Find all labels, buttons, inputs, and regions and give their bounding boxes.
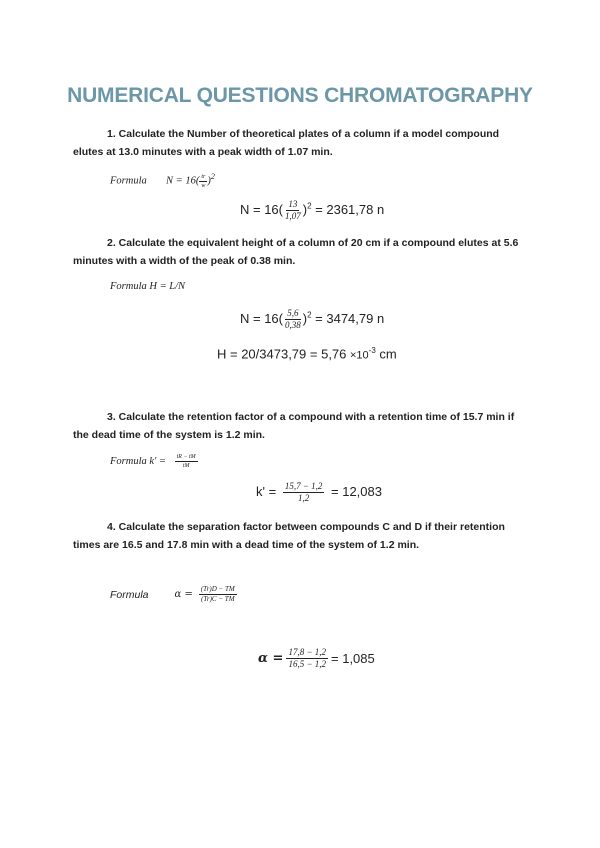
formula-1-numerator: tr <box>201 173 206 180</box>
answer-1-numerator: 13 <box>288 199 298 209</box>
question-4-line-1: 4. Calculate the separation factor between compounds C and D if their retention <box>107 521 505 533</box>
formula-4-fraction <box>199 586 237 603</box>
formula-4-label: Formula <box>110 588 149 601</box>
formula-3 <box>110 454 198 469</box>
answer-2b <box>217 346 397 361</box>
question-3-line-2: the dead time of the system is 1.2 min. <box>73 429 265 441</box>
answer-2a-result: = 3474,79 n <box>311 310 385 326</box>
formula-3-denominator: tM <box>182 463 190 469</box>
answer-4-denominator: 16,5 − 1,2 <box>288 659 327 669</box>
answer-1-exponent: 2 <box>307 201 312 211</box>
answer-1-denominator: 1,07 <box>285 211 301 221</box>
question-1-line-2: elutes at 13.0 minutes with a peak width of 1.07 min. <box>73 146 333 158</box>
formula-4-denominator: (Tr)C − TM <box>201 595 235 603</box>
answer-3-fraction <box>283 482 325 503</box>
formula-4 <box>110 586 237 603</box>
answer-3-denominator: 1,2 <box>297 493 310 503</box>
question-4-line-2: times are 16.5 and 17.8 min with a dead time of the system of 1.2 min. <box>73 539 420 551</box>
answer-4 <box>258 648 375 669</box>
answer-2b-text: H = 20/3473,79 = 5,76 <box>217 346 350 362</box>
answer-2a-fraction <box>283 309 303 330</box>
answer-4-fraction <box>286 648 328 669</box>
answer-1-fraction <box>283 200 303 221</box>
formula-1-rhs: ) <box>207 175 211 187</box>
answer-2a-lhs: N = 16( <box>240 310 283 326</box>
question-4 <box>73 518 533 554</box>
answer-2a-denominator: 0,38 <box>285 320 301 330</box>
answer-2a-numerator: 5,6 <box>287 308 299 318</box>
question-3 <box>73 408 533 444</box>
question-2-line-2: minutes with a width of the peak of 0.38 min. <box>73 255 296 267</box>
formula-3-label: Formula k' = <box>110 455 166 467</box>
formula-1-exponent: 2 <box>210 172 215 181</box>
question-1-line-1: 1. Calculate the Number of theoretical plates of a column if a model compound <box>107 128 500 140</box>
answer-3 <box>256 482 382 503</box>
formula-1 <box>110 172 215 189</box>
question-2 <box>73 234 533 270</box>
page-title: NUMERICAL QUESTIONS CHROMATOGRAPHY <box>67 84 533 107</box>
answer-3-result: = 12,083 <box>331 483 382 499</box>
formula-2: Formula H = L/N <box>110 281 186 292</box>
answer-3-lhs: k' = <box>256 483 277 499</box>
formula-4-numerator: (Tr)D − TM <box>200 585 235 593</box>
question-3-line-1: 3. Calculate the retention factor of a compound with a retention time of 15.7 min if <box>107 411 515 423</box>
answer-1-result: = 2361,78 n <box>311 201 385 217</box>
answer-3-numerator: 15,7 − 1,2 <box>284 481 323 491</box>
answer-2b-unit: cm <box>375 346 397 362</box>
answer-2a-rhs: ) <box>302 310 308 326</box>
formula-3-fraction <box>175 454 198 469</box>
formula-3-numerator: tR − tM <box>176 454 196 460</box>
answer-1 <box>240 200 384 221</box>
formula-1-label: Formula <box>110 175 147 187</box>
answer-1-lhs: N = 16( <box>240 201 283 217</box>
formula-1-lhs: N = 16( <box>166 175 200 187</box>
answer-4-symbol: α = <box>258 651 284 666</box>
answer-2b-times: ×10 <box>350 349 369 362</box>
formula-1-denominator: w <box>201 182 206 189</box>
question-2-line-1: 2. Calculate the equivalent height of a column of 20 cm if a compound elutes at 5.6 <box>107 237 519 249</box>
formula-4-symbol: α = <box>174 589 193 600</box>
answer-4-result: = 1,085 <box>331 651 375 666</box>
answer-2a <box>240 309 384 330</box>
answer-2a-exponent: 2 <box>307 310 312 320</box>
answer-2b-exponent: -3 <box>368 346 376 355</box>
answer-1-rhs: ) <box>302 201 308 217</box>
answer-4-numerator: 17,8 − 1,2 <box>288 647 327 657</box>
question-1 <box>73 125 533 161</box>
